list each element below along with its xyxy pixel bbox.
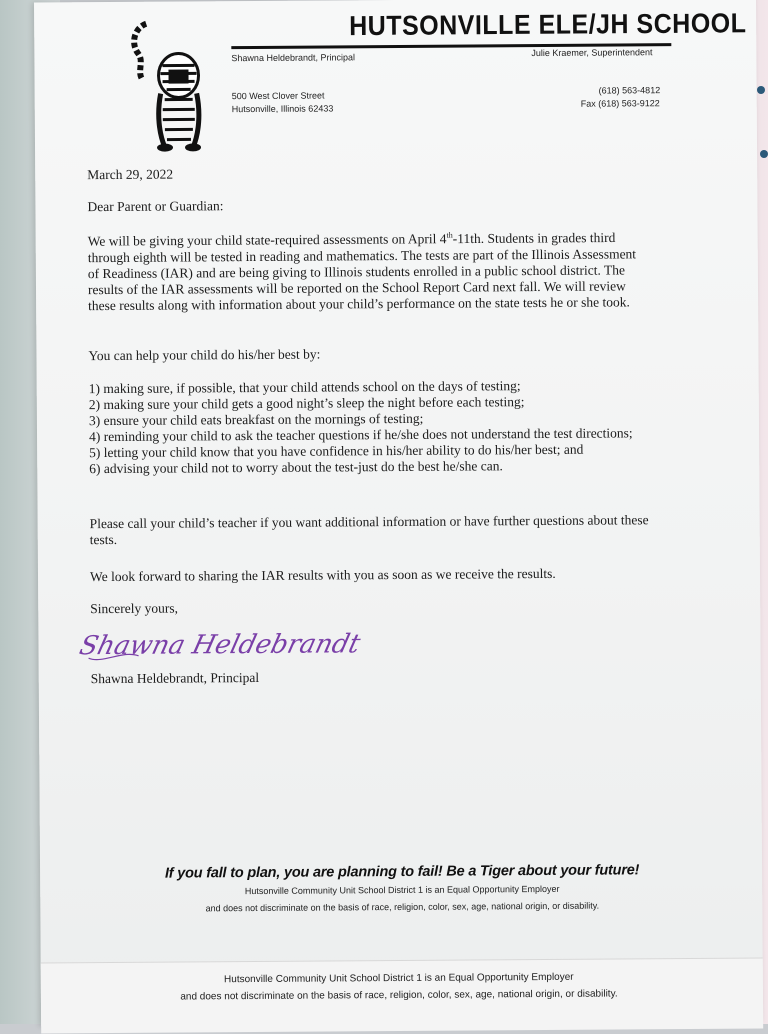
superscript: th <box>446 230 453 240</box>
underlying-eo-line-1: Hutsonville Community Unit School District 1 is an Equal Opportunity Employer <box>224 971 574 986</box>
list-item: 1) making sure, if possible, that your child attends school on the days of testing; <box>88 378 521 397</box>
decorative-dot <box>760 150 768 158</box>
paragraph-text: -11th. Students in grades third through eighth will be tested in reading and mathematics. The tests are part of the Illinois Assessment of Readiness (IAR) and are being giving to Illinois students enrolled in a public school district. The results of the IAR assessments will be reported on the School Report Card next fall. We will review these results along with information about your child’s performance on the state tests he or she took. <box>87 229 637 313</box>
list-item: 2) making sure your child gets a good night’s sleep the night before each testing; <box>88 394 525 413</box>
phone-number: (618) 563-4812 <box>598 85 661 96</box>
letter-signer: Shawna Heldebrandt, Principal <box>90 669 260 687</box>
letter-paragraph-call: Please call your child’s teacher if you want additional information or have further questions about these tests. <box>89 512 649 548</box>
letter-date: March 29, 2022 <box>87 166 174 183</box>
help-intro: You can help your child do his/her best by: <box>88 346 321 364</box>
letter-paragraph-assessments <box>88 226 649 313</box>
signature-text: Shawna Heldebrandt <box>76 628 364 662</box>
decorative-dot <box>757 86 765 94</box>
address-city: Hutsonville, Illinois 62433 <box>231 103 334 115</box>
letter-paragraph-forward: We look forward to sharing the IAR results with you as soon as we receive the results. <box>89 565 556 585</box>
underlying-eo-line-2: and does not discriminate on the basis of race, religion, color, sex, age, national origin, or disability. <box>180 988 618 1003</box>
fax-number: Fax (618) 563-9122 <box>580 98 660 109</box>
school-name: HUTSONVILLE ELE/JH SCHOOL <box>349 8 747 42</box>
tiger-logo-icon <box>116 13 217 154</box>
superintendent-name: Julie Kraemer, Superintendent <box>531 47 653 59</box>
principal-name: Shawna Heldebrandt, Principal <box>231 52 356 64</box>
footer-slogan: If you fall to plan, you are planning to fail! Be a Tiger about your future! <box>164 862 640 882</box>
letter-closing: Sincerely yours, <box>90 600 179 617</box>
list-item: 5) letting your child know that you have confidence in his/her ability to do his/her best; and <box>89 441 584 461</box>
list-item: 4) reminding your child to ask the teacher questions if he/she does not understand the test directions; <box>88 425 633 445</box>
paragraph-text: We will be giving your child state-required assessments on April 4 <box>87 231 447 249</box>
letter-salutation: Dear Parent or Guardian: <box>87 198 224 215</box>
help-list <box>89 377 650 477</box>
list-item: 6) advising your child not to worry about the test-just do the best he/she can. <box>89 458 503 477</box>
underlying-page <box>41 957 763 1033</box>
footer-eo-line-1: Hutsonville Community Unit School District 1 is an Equal Opportunity Employer <box>244 883 560 897</box>
footer-eo-line-2: and does not discriminate on the basis of race, religion, color, sex, age, national origin, or disability. <box>205 900 600 914</box>
list-item: 3) ensure your child eats breakfast on the mornings of testing; <box>88 410 424 429</box>
letter-page <box>34 0 763 1026</box>
address-street: 500 West Clover Street <box>231 90 325 102</box>
signature-icon <box>76 618 364 670</box>
